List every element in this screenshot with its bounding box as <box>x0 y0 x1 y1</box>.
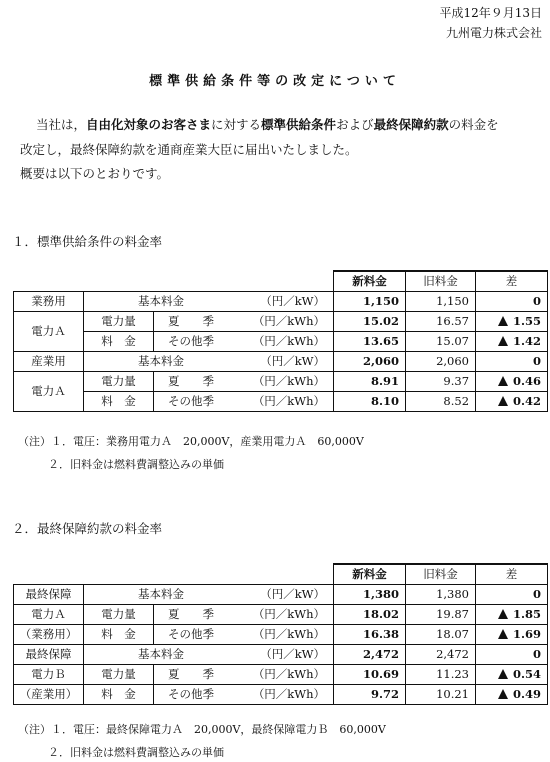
section-2-note-1: （注）１．電圧：最終保障電力Ａ 20,000V，最終保障電力Ｂ 60,000V <box>18 723 386 736</box>
intro-line-2: 改定し，最終保障約款を通商産業大臣に届出いたしました。 <box>20 141 358 157</box>
old-rate-cell: 1,380 <box>406 585 476 605</box>
header-new-rate: 新料金 <box>334 564 406 585</box>
old-rate-cell: 15.07 <box>406 332 476 352</box>
category-cell: 電力Ａ <box>14 372 84 412</box>
old-rate-cell: 2,060 <box>406 352 476 372</box>
rate-table-1 <box>13 270 548 412</box>
difference-cell: 0 <box>476 645 548 665</box>
document-date: 平成12年９月13日 <box>439 6 542 20</box>
category-cell: 業務用 <box>14 292 84 312</box>
difference-cell: 0.42 <box>476 392 548 412</box>
new-rate-cell: 8.10 <box>334 392 406 412</box>
old-rate-cell: 1,150 <box>406 292 476 312</box>
old-rate-cell: 8.52 <box>406 392 476 412</box>
category-cell: 最終保障 <box>14 645 84 665</box>
intro-line-3: 概要は以下のとおりです。 <box>20 166 170 181</box>
difference-cell: 1.69 <box>476 625 548 645</box>
category-cell: 最終保障 <box>14 585 84 605</box>
section-1-note-2: ２．旧料金は燃料費調整込みの単価 <box>48 458 224 471</box>
item-cell: 夏 季 （円／kWh） <box>154 372 334 392</box>
decrease-triangle-icon <box>498 336 508 346</box>
new-rate-cell: 2,060 <box>334 352 406 372</box>
category-cell: （産業用） <box>14 685 84 705</box>
decrease-triangle-icon <box>498 689 508 699</box>
header-new-rate: 新料金 <box>334 271 406 292</box>
document-title: 標準供給条件等の改定について <box>149 74 401 89</box>
header-blank <box>14 271 334 292</box>
intro-line-1: 当社は，自由化対象のお客さまに対する標準供給条件および最終保障約款の料金を <box>36 117 499 132</box>
category-cell: 電力Ａ <box>14 605 84 625</box>
item-cell: その他季 （円／kWh） <box>154 332 334 352</box>
item-cell: 夏 季 （円／kWh） <box>154 605 334 625</box>
item-cell: 基本料金 （円／kW） <box>84 292 334 312</box>
sub-label-cell: 料 金 <box>84 685 154 705</box>
new-rate-cell: 2,472 <box>334 645 406 665</box>
table-row <box>14 625 548 645</box>
decrease-triangle-icon <box>498 316 508 326</box>
header-old-rate: 旧料金 <box>406 564 476 585</box>
header-blank <box>14 564 334 585</box>
header-difference: 差 <box>476 271 548 292</box>
decrease-triangle-icon <box>498 376 508 386</box>
table-row <box>14 332 548 352</box>
table-row <box>14 392 548 412</box>
difference-cell: 0.46 <box>476 372 548 392</box>
old-rate-cell: 11.23 <box>406 665 476 685</box>
new-rate-cell: 10.69 <box>334 665 406 685</box>
difference-cell: 0 <box>476 352 548 372</box>
table-row <box>14 372 548 392</box>
old-rate-cell: 16.57 <box>406 312 476 332</box>
new-rate-cell: 16.38 <box>334 625 406 645</box>
old-rate-cell: 10.21 <box>406 685 476 705</box>
new-rate-cell: 13.65 <box>334 332 406 352</box>
item-cell: その他季 （円／kWh） <box>154 685 334 705</box>
section-1-heading: １．標準供給条件の料金率 <box>12 234 163 249</box>
rate-table-2 <box>13 563 548 705</box>
old-rate-cell: 9.37 <box>406 372 476 392</box>
table-row <box>14 585 548 605</box>
sub-label-cell: 料 金 <box>84 332 154 352</box>
new-rate-cell: 9.72 <box>334 685 406 705</box>
table-row <box>14 312 548 332</box>
item-cell: その他季 （円／kWh） <box>154 392 334 412</box>
old-rate-cell: 19.87 <box>406 605 476 625</box>
item-cell: 基本料金 （円／kW） <box>84 645 334 665</box>
old-rate-cell: 2,472 <box>406 645 476 665</box>
difference-cell: 1.55 <box>476 312 548 332</box>
sub-label-cell: 電力量 <box>84 372 154 392</box>
decrease-triangle-icon <box>498 396 508 406</box>
intro-paragraph <box>16 113 536 187</box>
category-cell: （業務用） <box>14 625 84 645</box>
difference-cell: 0.54 <box>476 665 548 685</box>
table-row <box>14 645 548 665</box>
item-cell: 夏 季 （円／kWh） <box>154 312 334 332</box>
table-row <box>14 292 548 312</box>
decrease-triangle-icon <box>498 669 508 679</box>
difference-cell: 0.49 <box>476 685 548 705</box>
old-rate-cell: 18.07 <box>406 625 476 645</box>
difference-cell: 0 <box>476 585 548 605</box>
item-cell: その他季 （円／kWh） <box>154 625 334 645</box>
header-old-rate: 旧料金 <box>406 271 476 292</box>
table-header-row <box>14 564 548 585</box>
sub-label-cell: 電力量 <box>84 312 154 332</box>
header-difference: 差 <box>476 564 548 585</box>
section-2-heading: ２．最終保障約款の料金率 <box>12 521 163 536</box>
table-row <box>14 605 548 625</box>
new-rate-cell: 8.91 <box>334 372 406 392</box>
category-cell: 産業用 <box>14 352 84 372</box>
decrease-triangle-icon <box>498 629 508 639</box>
decrease-triangle-icon <box>498 609 508 619</box>
category-cell: 電力Ｂ <box>14 665 84 685</box>
table-row <box>14 352 548 372</box>
new-rate-cell: 18.02 <box>334 605 406 625</box>
item-cell: 基本料金 （円／kW） <box>84 585 334 605</box>
category-cell: 電力Ａ <box>14 312 84 352</box>
table-row <box>14 685 548 705</box>
sub-label-cell: 電力量 <box>84 605 154 625</box>
sub-label-cell: 料 金 <box>84 392 154 412</box>
company-name: 九州電力株式会社 <box>445 26 542 40</box>
new-rate-cell: 1,380 <box>334 585 406 605</box>
section-1-note-1: （注）１．電圧：業務用電力Ａ 20,000V，産業用電力Ａ 60,000V <box>18 435 364 448</box>
new-rate-cell: 1,150 <box>334 292 406 312</box>
sub-label-cell: 料 金 <box>84 625 154 645</box>
difference-cell: 1.42 <box>476 332 548 352</box>
item-cell: 夏 季 （円／kWh） <box>154 665 334 685</box>
difference-cell: 0 <box>476 292 548 312</box>
item-cell: 基本料金 （円／kW） <box>84 352 334 372</box>
section-2-note-2: ２．旧料金は燃料費調整込みの単価 <box>48 746 224 759</box>
difference-cell: 1.85 <box>476 605 548 625</box>
sub-label-cell: 電力量 <box>84 665 154 685</box>
new-rate-cell: 15.02 <box>334 312 406 332</box>
table-row <box>14 665 548 685</box>
table-header-row <box>14 271 548 292</box>
